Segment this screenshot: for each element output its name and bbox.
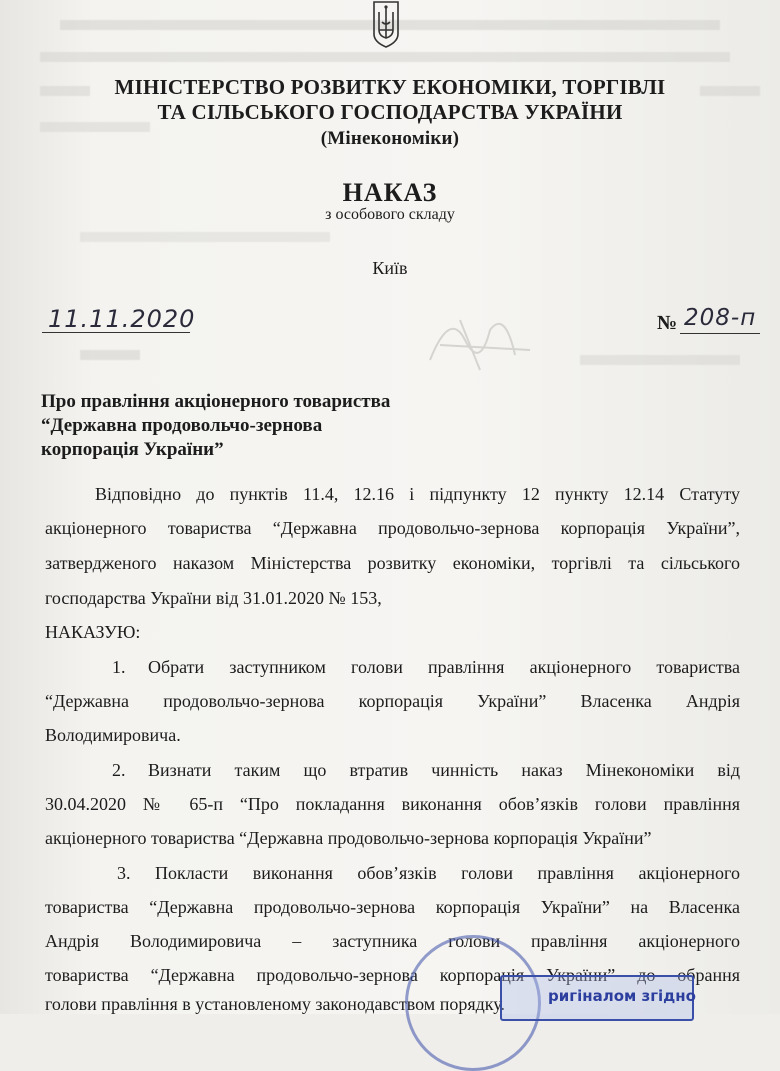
bleed-through-decoration [80, 232, 330, 246]
item-line: “Державна продовольчо-зернова корпорація України” Власенка Андрія [45, 691, 740, 711]
item-number: 1. [112, 657, 126, 677]
subject-line: Про правління акціонерного товариства [41, 391, 391, 412]
subject-block [41, 390, 390, 462]
item-line: акціонерного товариства “Державна продовольчо-зернова корпорація України” [45, 828, 652, 848]
ministry-short-name: (Мінекономіки) [320, 128, 460, 149]
bleed-through-decoration [40, 52, 730, 66]
handwritten-date: 11.11.2020 [48, 305, 196, 333]
item-line: товариства “Державна продовольчо-зернова корпорація України” до обрання [45, 965, 740, 985]
preamble-line: затвердженого наказом Міністерства розвитку економіки, торгівлі та сільського [45, 553, 740, 573]
item-line: товариства “Державна продовольчо-зернова корпорація України” на Власенка [45, 897, 740, 917]
item-line: Андрія Володимировича – заступника голови правління акціонерного [45, 931, 740, 951]
number-label: № [657, 312, 678, 334]
number-underline [680, 333, 760, 334]
preamble-line: господарства України від 31.01.2020 № 153, [45, 588, 382, 608]
item-number: 3. [117, 863, 131, 883]
date-underline [42, 332, 190, 333]
ministry-name-line2: ТА СІЛЬСЬКОГО ГОСПОДАРСТВА УКРАЇНИ [157, 100, 623, 124]
item-line: Покласти виконання обов’язків голови правління акціонерного [155, 863, 740, 883]
order-word: НАКАЗУЮ: [45, 622, 141, 642]
document-type: НАКАЗ [342, 178, 438, 207]
item-line: Обрати заступником голови правління акціонерного товариства [148, 657, 740, 677]
subject-line: корпорація України” [41, 439, 224, 460]
bleed-through-decoration [580, 355, 740, 369]
coat-of-arms-icon [371, 0, 401, 48]
item-line: голови правління в установленому законодавством порядку. [45, 994, 505, 1014]
document-city: Київ [372, 258, 408, 278]
preamble-line: Відповідно до пунктів 11.4, 12.16 і підпункту 12 пункту 12.14 Статуту [95, 484, 740, 504]
copy-stamp-text: ригіналом згідно [548, 987, 696, 1005]
item-line: 30.04.2020 № 65-п “Про покладання виконання обов’язків голови правління [45, 794, 740, 814]
preamble-line: акціонерного товариства “Державна продовольчо-зернова корпорація України”, [45, 518, 740, 538]
ministry-name-line1: МІНІСТЕРСТВО РОЗВИТКУ ЕКОНОМІКИ, ТОРГІВЛІ [114, 75, 666, 99]
document-subtype: з особового складу [325, 206, 455, 223]
bleed-signature-decoration [420, 300, 540, 380]
bleed-through-decoration [80, 350, 140, 364]
item-line: Визнати таким що втратив чинність наказ Мінекономіки від [148, 760, 740, 780]
handwritten-number: 208-п [684, 305, 757, 331]
item-number: 2. [112, 760, 126, 780]
item-line: Володимировича. [45, 725, 181, 745]
subject-line: “Державна продовольчо-зернова [41, 415, 323, 436]
